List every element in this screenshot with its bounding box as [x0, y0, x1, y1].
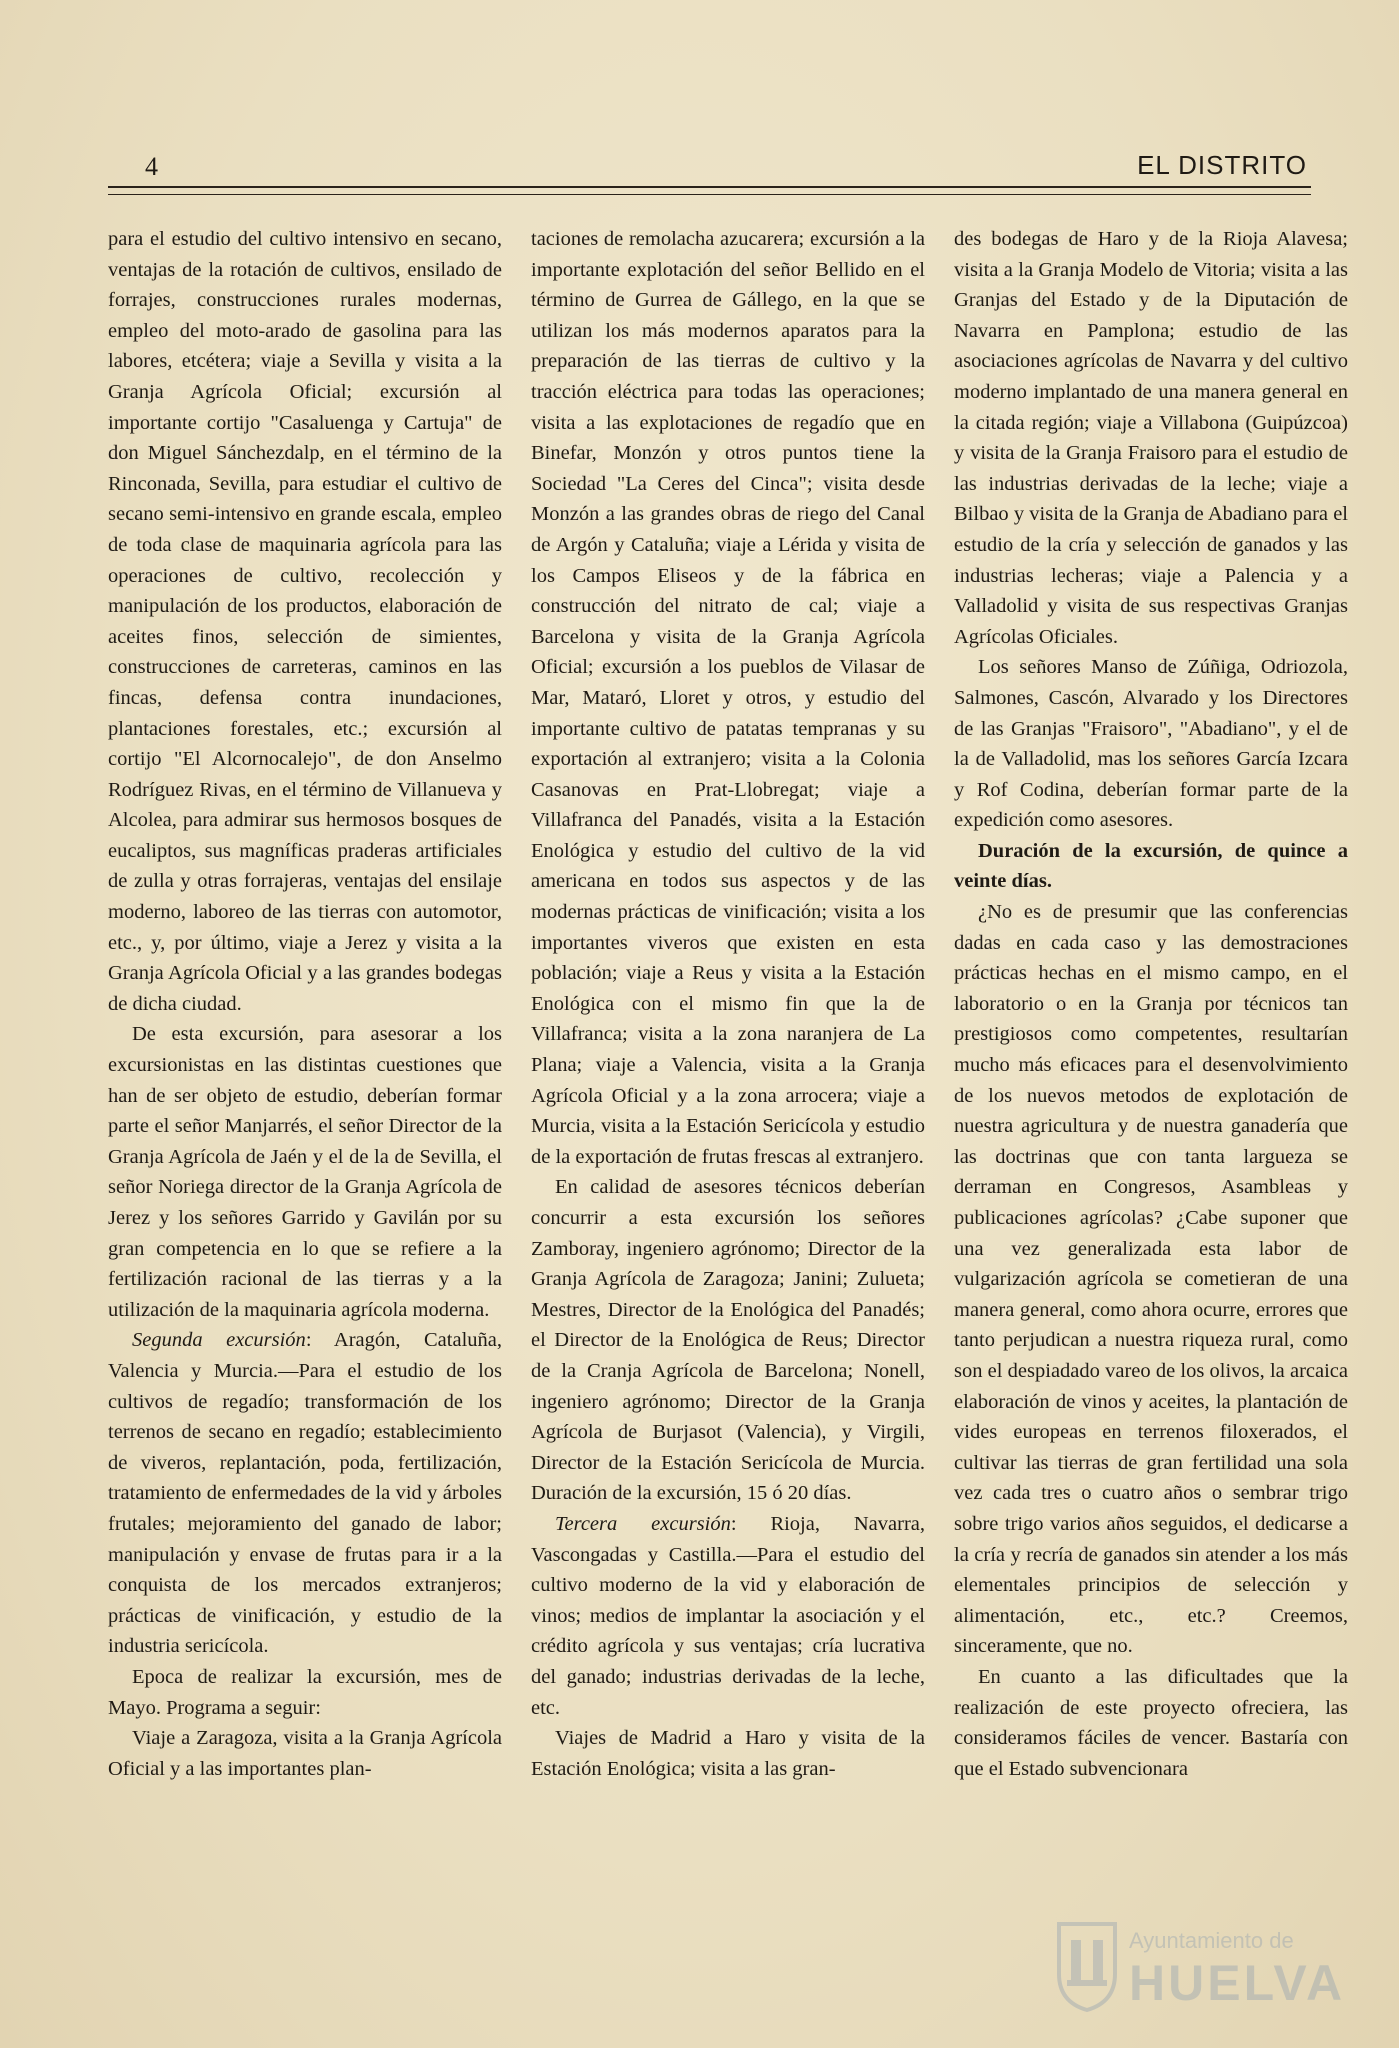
watermark-line-1: Ayuntamiento de — [1129, 1928, 1294, 1953]
paragraph — [108, 1325, 502, 1662]
header-rule-thick — [108, 186, 1311, 188]
paragraph: taciones de remolacha azucarera; excursión a la importante explotación del señor Bellido en el término de Gurrea de Gállego, en la que se utilizan los más modernos aparatos para la preparación de las tierras de cultivo y la tracción eléctrica para todas las operaciones; visita a las explotaciones de regadío que en Binefar, Monzón y otros puntos tiene la Sociedad "La Ceres del Cinca"; visita desde Monzón a las grandes obras de riego del Canal de Argón y Cataluña; viaje a Lérida y visita de los Campos Eliseos y de la fábrica en construcción del nitrato de cal; viaje a Barcelona y visita de la Granja Agrícola Oficial; excursión a los pueblos de Vilasar de Mar, Mataró, Lloret y otros, y estudio del importante cultivo de patatas tempranas y su exportación al extranjero; visita a la Colonia Casanovas en Prat-Llobregat; viaje a Villafranca del Panadés, visita a la Estación Enológica y estudio del cultivo de la vid americana en todos sus aspectos y de las modernas prácticas de vinificación; visita a los importantes viveros que existen en esta población; viaje a Reus y visita a la Estación Enológica con el mismo fin que la de Villafranca; visita a la zona naranjera de La Plana; viaje a Valencia, visita a la Granja Agrícola Oficial y a la zona arrocera; viaje a Murcia, visita a la Estación Sericícola y estudio de la exportación de frutas frescas al extranjero. — [531, 228, 925, 1168]
paragraph: En cuanto a las dificultades que la realización de este proyecto ofreciera, las consideramos fáciles de vencer. Bastaría con que el Estado subvencionara — [954, 1665, 1348, 1780]
paragraph — [531, 1509, 925, 1723]
paragraph: ¿No es de presumir que las conferencias dadas en cada caso y las demostraciones prácticas hechas en el mismo campo, en el laboratorio o en la Granja por técnicos tan prestigiosos como competentes, resultarían mucho más eficaces para el desenvolvimiento de los nuevos metodos de explotación de nuestra agricultura y de nuestra ganadería que las doctrinas que con tanta largueza se derraman en Congresos, Asambleas y publicaciones agrícolas? ¿Cabe suponer que una vez generalizada esta labor de vulgarización agrícola se cometieran de una manera general, como ahora ocurre, errores que tanto perjudican a nuestra riqueza rural, como son el despiadado vareo de los olivos, la arcaica elaboración de vinos y aceites, la plantación de vides europeas en terrenos filoxerados, el cultivar las tierras de gran fertilidad una sola vez cada tres o cuatro años o sembrar trigo sobre trigo varios años seguidos, el dedicarse a la cría y recría de ganados sin atender a los más elementales principios de selección y alimentación, etc., etc.? Creemos, sinceramente, que no. — [954, 901, 1348, 1658]
column-2 — [531, 224, 925, 2004]
shield-icon — [1055, 1918, 1119, 2014]
paragraph: En calidad de asesores técnicos deberían concurrir a esta excursión los señores Zamboray, ingeniero agrónomo; Director de la Granja Agrícola de Zaragoza; Janini; Zulueta; Mestres, Director de la Enológica del Panadés; el Director de la Enológica de Reus; Director de la Cranja Agrícola de Barcelona; Nonell, ingeniero agrónomo; Director de la Granja Agrícola de Burjasot (Valencia), y Virgili, Director de la Estación Sericícola de Murcia. Duración de la excursión, 15 ó 20 días. — [531, 1176, 925, 1505]
header-rule-thin — [108, 194, 1311, 195]
paragraph-text: : Rioja, Navarra, Vascongadas y Castilla.—Para el estudio del cultivo moderno de la vid y elaboración de vinos; medios de implantar la asociación y el crédito agrícola y sus ventajas; cría lucrativa del ganado; industrias derivadas de la leche, etc. — [531, 1512, 925, 1719]
paragraph: Los señores Manso de Zúñiga, Odriozola, Salmones, Cascón, Alvarado y los Directores de las Granjas "Fraisoro", "Abadiano", y el de la de Valladolid, mas los señores García Izcara y Rof Codina, deberían formar parte de la expedición como asesores. — [954, 656, 1348, 832]
section-heading: Segunda excursión — [132, 1329, 306, 1352]
paragraph: Viaje a Zaragoza, visita a la Granja Agrícola Oficial y a las importantes plan- — [108, 1727, 502, 1780]
paragraph: Epoca de realizar la excursión, mes de Mayo. Programa a seguir: — [108, 1665, 502, 1719]
archive-watermark — [1055, 1898, 1346, 2028]
paragraph: Viajes de Madrid a Haro y visita de la Estación Enológica; visita a las gran- — [531, 1727, 925, 1780]
paragraph: des bodegas de Haro y de la Rioja Alavesa; visita a la Granja Modelo de Vitoria; visita a las Granjas del Estado y de la Diputación de Navarra en Pamplona; estudio de las asociaciones agrícolas de Navarra y del cultivo moderno implantado de una manera general en la citada región; viaje a Villabona (Guipúzcoa) y visita de la Granja Fraisoro para el estudio de las industrias derivadas de la leche; viaje a Bilbao y visita de la Granja de Abadiano para el estudio de la cría y selección de ganados y las industrias lecheras; viaje a Palencia y a Valladolid y visita de sus respectivas Granjas Agrícolas Oficiales. — [954, 228, 1348, 648]
paragraph: para el estudio del cultivo intensivo en secano, ventajas de la rotación de cultivos, ensilado de forrajes, construcciones rurales modernas, empleo del moto-arado de gasolina para las labores, etcétera; viaje a Sevilla y visita a la Granja Agrícola Oficial; excursión al importante cortijo "Casaluenga y Cartuja" de don Miguel Sánchezdalp, en el término de la Rinconada, Sevilla, para estudiar el cultivo de secano semi-intensivo en grande escala, empleo de toda clase de maquinaria agrícola para las operaciones de cultivo, recolección y manipulación de los productos, elaboración de aceites finos, selección de simientes, construcciones de carreteras, caminos en las fincas, defensa contra inundaciones, plantaciones forestales, etc.; excursión al cortijo "El Alcornocalejo", de don Anselmo Rodríguez Rivas, en el término de Villanueva y Alcolea, para admirar sus hermosos bosques de eucaliptos, sus magníficas praderas artificiales de zulla y otras forrajeras, ventajas del ensilaje moderno, laboreo de las tierras con automotor, etc., y, por último, viaje a Jerez y visita a la Granja Agrícola Oficial y a las grandes bodegas de dicha ciudad. — [108, 228, 502, 1015]
paragraph-text: : Aragón, Cataluña, Valencia y Murcia.—Para el estudio de los cultivos de regadío; transformación de los terrenos de secano en regadío; establecimiento de viveros, replantación, poda, fertilización, tratamiento de enfermedades de la vid y árboles frutales; mejoramiento del ganado de labor; manipulación y envase de frutas para ir a la conquista de los mercados extranjeros; prácticas de vinificación, y estudio de la industria sericícola. — [108, 1329, 502, 1658]
section-heading: Tercera excursión — [555, 1512, 731, 1535]
watermark-line-2: HUELVA — [1129, 1955, 1346, 2011]
paragraph-duration: Duración de la excursión, de quince a veinte días. — [954, 839, 1348, 893]
masthead-title: EL DISTRITO — [1137, 150, 1307, 180]
paragraph: De esta excursión, para asesorar a los excursionistas en las distintas cuestiones que han de ser objeto de estudio, deberían formar parte el señor Manjarrés, el señor Director de la Granja Agrícola de Jaén y el de la de Sevilla, el señor Noriega director de la Granja Agrícola de Jerez y los señores Garrido y Gavilán por su gran competencia en lo que se refiere a la fertilización racional de las tierras y a la utilización de la maquinaria agrícola moderna. — [108, 1023, 502, 1321]
column-1 — [108, 224, 502, 2004]
page-number: 4 — [145, 152, 158, 181]
article-columns — [108, 224, 1348, 2004]
column-3 — [954, 224, 1348, 2004]
